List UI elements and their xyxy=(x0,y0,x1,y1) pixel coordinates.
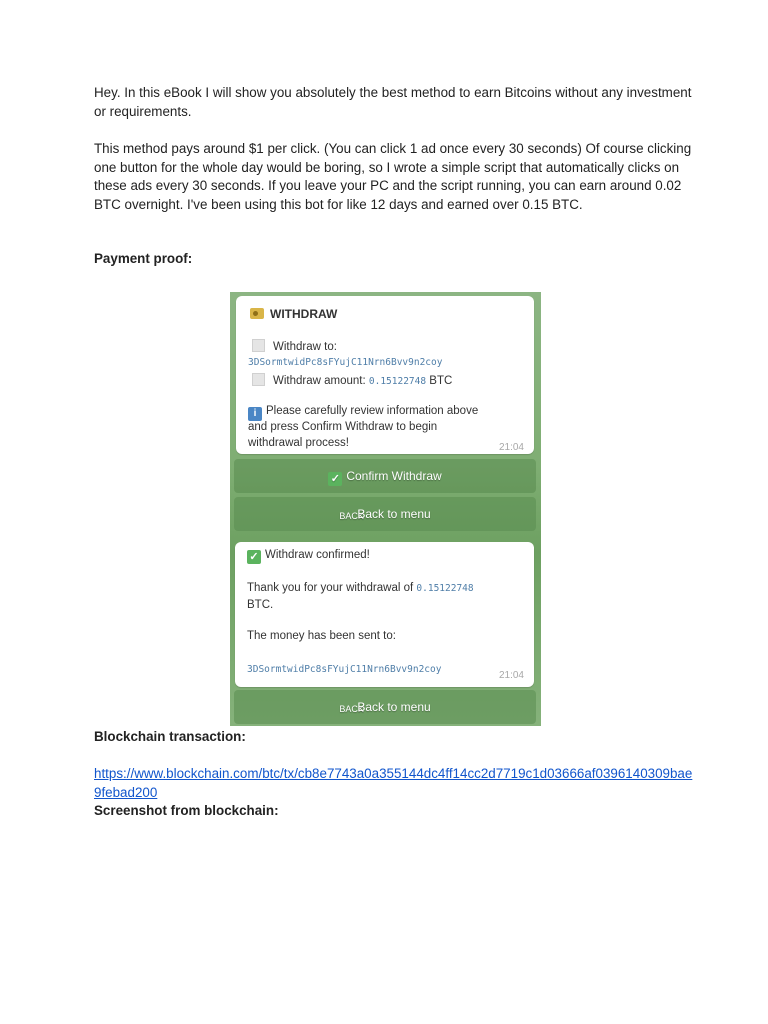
withdraw-confirmed-message xyxy=(235,542,534,687)
payment-proof-heading: Payment proof: xyxy=(94,251,193,266)
info-icon: i xyxy=(248,407,262,421)
confirm-withdraw-button[interactable]: ✓ Confirm Withdraw xyxy=(234,459,536,493)
back-icon: BACK xyxy=(339,704,364,714)
back-icon: BACK xyxy=(339,511,364,521)
timestamp: 21:04 xyxy=(498,442,524,453)
wallet-icon xyxy=(250,308,264,319)
blockchain-heading: Blockchain transaction: xyxy=(94,729,246,744)
withdraw-message xyxy=(236,296,534,454)
intro-paragraph: Hey. In this eBook I will show you absolutely the best method to earn Bitcoins without any investment or requirements. xyxy=(94,85,692,119)
sent-to-label: The money has been sent to: xyxy=(247,630,396,642)
blockchain-link[interactable]: https://www.blockchain.com/btc/tx/cb8e7743a0a355144dc4ff14cc2d7719c1d03666af0396140309bae9febad200 xyxy=(94,766,693,800)
withdraw-address: 3DSormtwidPc8sFYujC11Nrn6Bvv9n2coy xyxy=(248,357,443,368)
check-icon: ✓ xyxy=(247,550,261,564)
back-to-menu-button[interactable]: BACKBack to menu xyxy=(234,497,536,531)
info-line-1: Please carefully review information above xyxy=(266,405,479,417)
thanks-suffix: BTC. xyxy=(247,599,274,611)
method-paragraph: This method pays around $1 per click. (You can click 1 ad once every 30 seconds) Of course clicking one button for the whole day would be boring, so I wrote a simple script that automatically clicks on these ads every 30 seconds. If you leave your PC and the script running, you can earn around 0.02 BTC overnight. I've been using this bot for like 12 days and earned over 0.15 BTC. xyxy=(94,141,692,212)
confirmed-title: Withdraw confirmed! xyxy=(265,549,370,561)
check-icon: ✓ xyxy=(328,472,342,486)
timestamp: 21:04 xyxy=(498,670,524,681)
withdraw-amount-value: 0.15122748 xyxy=(368,376,427,387)
withdraw-currency: BTC xyxy=(429,375,453,387)
withdraw-to-label: Withdraw to: xyxy=(273,341,337,353)
thanks-text: Thank you for your withdrawal of xyxy=(247,582,414,594)
withdraw-title: WITHDRAW xyxy=(270,307,338,321)
checkbox-icon xyxy=(252,373,265,386)
telegram-screenshot xyxy=(230,292,541,726)
info-line-2: and press Confirm Withdraw to begin xyxy=(248,421,438,433)
checkbox-icon xyxy=(252,339,265,352)
thanks-amount: 0.15122748 xyxy=(416,583,474,594)
back-to-menu-button-2[interactable]: BACKBack to menu xyxy=(234,690,536,724)
withdraw-amount-label: Withdraw amount: xyxy=(273,375,366,387)
destination-address: 3DSormtwidPc8sFYujC11Nrn6Bvv9n2coy xyxy=(247,664,442,675)
blockchain-screenshot-heading: Screenshot from blockchain: xyxy=(94,803,279,818)
info-line-3: withdrawal process! xyxy=(248,437,349,449)
